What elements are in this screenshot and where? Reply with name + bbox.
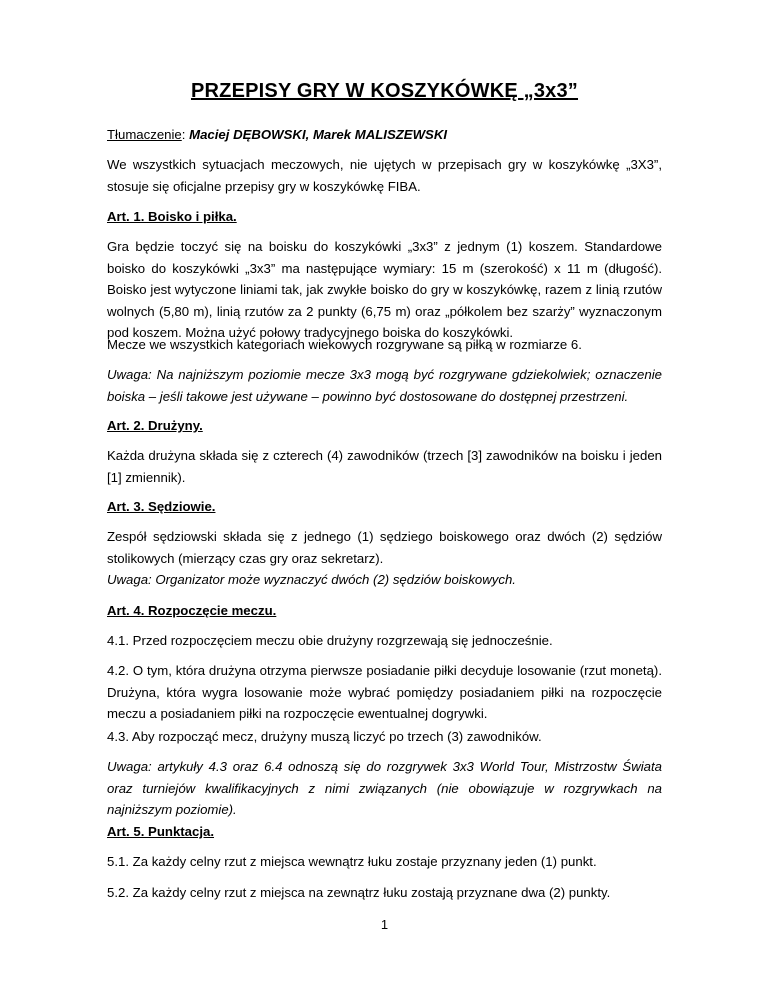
translation-line: [107, 124, 662, 146]
art1-heading: Art. 1. Boisko i piłka.: [107, 209, 237, 224]
translation-colon: :: [181, 127, 186, 142]
art1-paragraph-2: Mecze we wszystkich kategoriach wiekowych rozgrywane są piłką w rozmiarze 6.: [107, 337, 582, 352]
art5-heading: Art. 5. Punktacja.: [107, 824, 215, 839]
art3-heading: Art. 3. Sędziowie.: [107, 499, 216, 514]
art1-note: Uwaga: Na najniższym poziomie mecze 3x3 mogą być rozgrywane gdziekolwiek; oznaczenie boiska – jeśli takowe jest używane – powinno być dostosowane do dostępnej przestrzeni.: [107, 367, 662, 404]
art1-paragraph-1: Gra będzie toczyć się na boisku do koszykówki „3x3” z jednym (1) koszem. Standardowe boisko do koszykówki „3x3” ma następujące wymiary: 15 m (szerokość) x 11 m (długość). Boisko jest wytyczone liniami tak, jak zwykłe boisko do gry w koszykówkę, razem z linią rzutów wolnych (5,80 m), linią rzutów za 2 punkty (6,75 m) oraz „półkolem bez szarży” wyznaczonym pod koszem. Można użyć połowy tradycyjnego boiska do koszykówki.: [107, 239, 662, 340]
translator-names: Maciej DĘBOWSKI, Marek MALISZEWSKI: [185, 127, 448, 142]
art4-paragraph-1: 4.1. Przed rozpoczęciem meczu obie drużyny rozgrzewają się jednocześnie.: [107, 633, 553, 648]
art3-note: Uwaga: Organizator może wyznaczyć dwóch (2) sędziów boiskowych.: [107, 572, 516, 587]
art4-note: Uwaga: artykuły 4.3 oraz 6.4 odnoszą się do rozgrywek 3x3 World Tour, Mistrzostw Świata oraz turniejów kwalifikacyjnych z nimi związanych (nie obowiązuje w rozgrywkach na najniższym poziomie).: [107, 759, 662, 817]
art2-heading: Art. 2. Drużyny.: [107, 418, 203, 433]
art4-paragraph-2: 4.2. O tym, która drużyna otrzyma pierwsze posiadanie piłki decyduje losowanie (rzut monetą). Drużyna, która wygra losowanie może wybrać pomiędzy posiadaniem piłki na rozpoczęcie meczu a posiadaniem piłki na rozpoczęcie ewentualnej dogrywki.: [107, 663, 662, 721]
art4-paragraph-3: 4.3. Aby rozpocząć mecz, drużyny muszą liczyć po trzech (3) zawodników.: [107, 729, 542, 744]
intro-paragraph: We wszystkich sytuacjach meczowych, nie ujętych w przepisach gry w koszykówkę „3X3”, stosuje się oficjalne przepisy gry w koszykówkę FIBA.: [107, 157, 662, 194]
art3-paragraph-1: Zespół sędziowski składa się z jednego (1) sędziego boiskowego oraz dwóch (2) sędziów stolikowych (mierzący czas gry oraz sekretarz).: [107, 529, 662, 566]
page-number: 1: [380, 917, 389, 932]
art5-paragraph-2: 5.2. Za każdy celny rzut z miejsca na zewnątrz łuku zostają przyznane dwa (2) punkty.: [107, 885, 611, 900]
art4-heading: Art. 4. Rozpoczęcie meczu.: [107, 603, 277, 618]
art2-paragraph-1: Każda drużyna składa się z czterech (4) zawodników (trzech [3] zawodników na boisku i jeden [1] zmiennik).: [107, 448, 662, 485]
document-title: PRZEPISY GRY W KOSZYKÓWKĘ „3x3”: [190, 80, 579, 102]
art5-paragraph-1: 5.1. Za każdy celny rzut z miejsca wewnątrz łuku zostaje przyznany jeden (1) punkt.: [107, 854, 597, 869]
translation-label: Tłumaczenie: [107, 127, 182, 142]
